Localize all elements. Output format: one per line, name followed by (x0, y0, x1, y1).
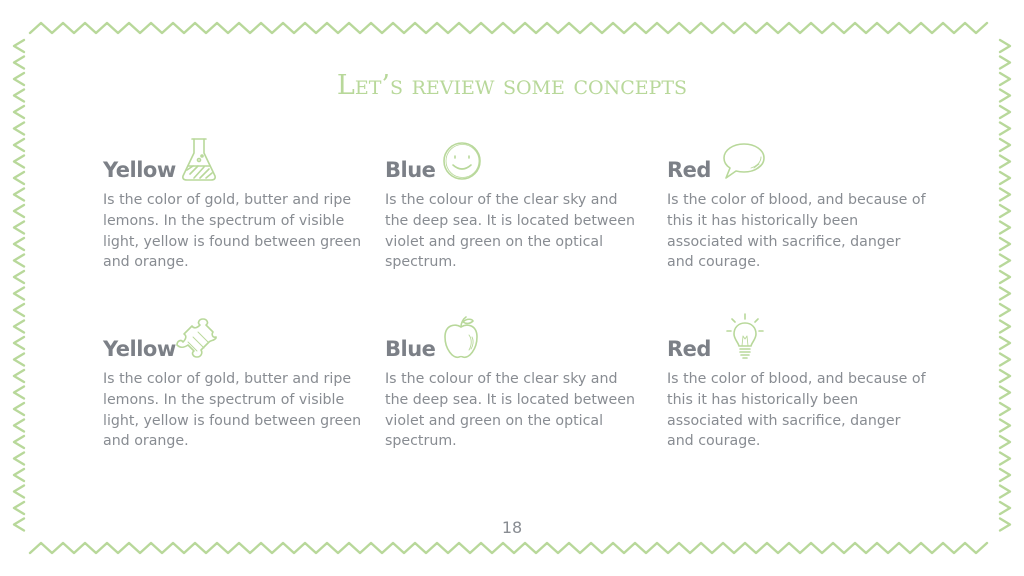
concept-description: Is the colour of the clear sky and the deep sea. It is located between violet and green on the optical spectrum. (385, 371, 635, 450)
flask-icon (179, 136, 219, 182)
concept-description: Is the color of blood, and because of this it has historically been associated with sacrifice, danger and courage. (667, 371, 926, 450)
concept-description: Is the color of gold, butter and ripe lemons. In the spectrum of visible light, yellow is found between green and orange. (103, 371, 362, 450)
speech-bubble-icon (721, 140, 767, 182)
concept-card-yellow-1 (103, 148, 363, 273)
concept-description: Is the color of gold, butter and ripe lemons. In the spectrum of visible light, yellow is found between green and orange. (103, 192, 362, 271)
concept-title: Yellow (103, 158, 176, 182)
concept-description: Is the color of blood, and because of this it has historically been associated with sacrifice, danger and courage. (667, 192, 926, 271)
concept-card-red-1 (667, 148, 927, 273)
concept-title: Yellow (103, 337, 176, 361)
page-number: 18 (501, 518, 523, 537)
concept-card-red-2 (667, 327, 927, 452)
puzzle-piece-icon (173, 315, 219, 361)
concept-description: Is the colour of the clear sky and the deep sea. It is located between violet and green on the optical spectrum. (385, 192, 635, 271)
slide-title: Let’s review some concepts (336, 70, 688, 101)
smiley-face-icon (441, 140, 483, 182)
concept-title: Blue (385, 337, 436, 361)
concept-card-yellow-2 (103, 327, 363, 452)
light-bulb-icon (725, 311, 765, 361)
concept-card-blue-1 (385, 148, 645, 273)
concept-title: Red (667, 337, 711, 361)
apple-icon (441, 313, 481, 361)
concept-title: Red (667, 158, 711, 182)
concept-card-blue-2 (385, 327, 645, 452)
concept-title: Blue (385, 158, 436, 182)
